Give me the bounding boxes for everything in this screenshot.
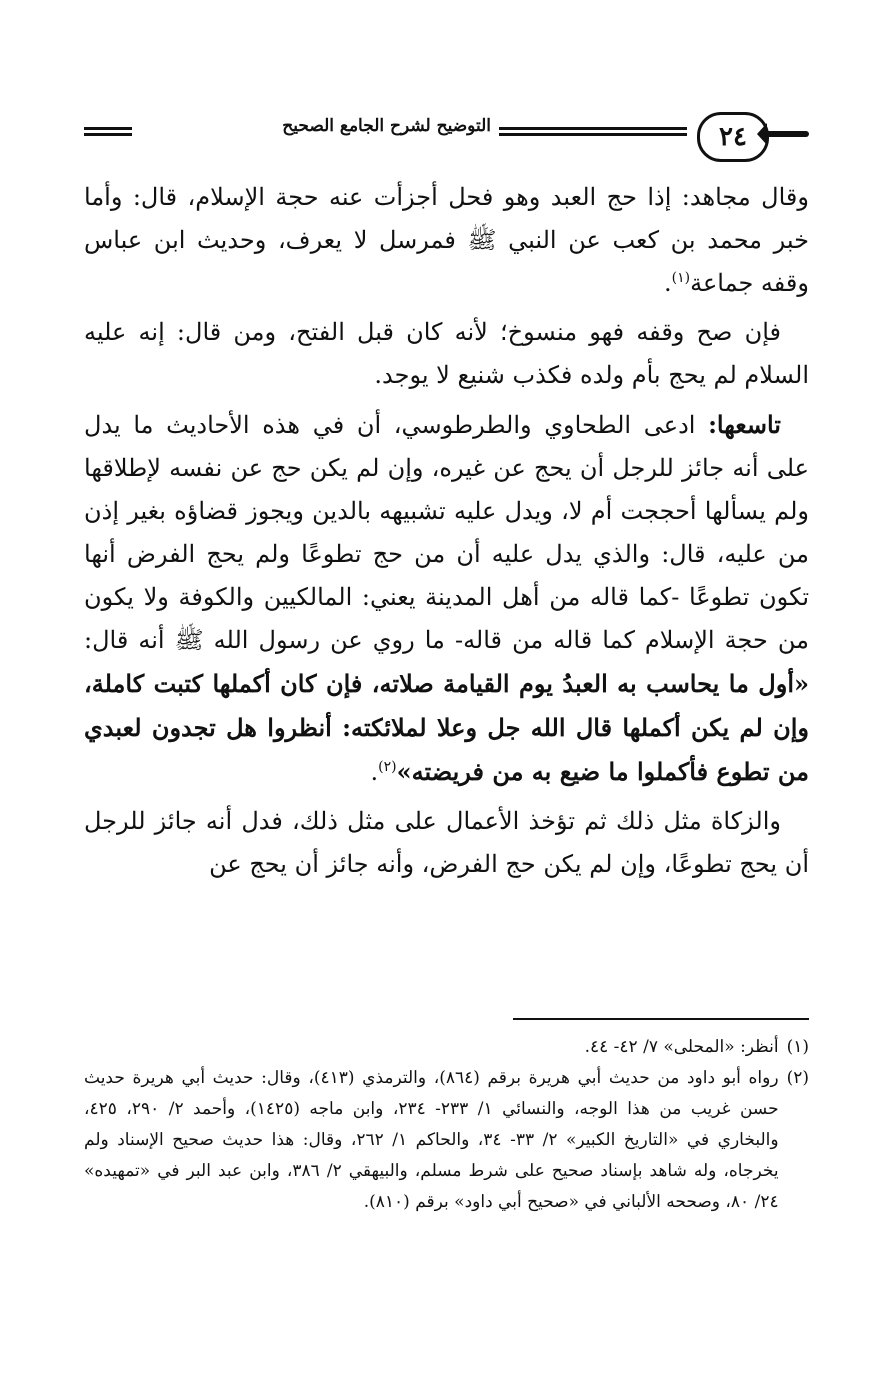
header-rule-left: [84, 127, 132, 136]
footnote-ref-1: (١): [671, 270, 691, 286]
paragraph-1-end: .: [663, 269, 672, 297]
footnote-ref-2: (٢): [378, 759, 397, 775]
main-text: [84, 176, 809, 892]
paragraph-1: [84, 176, 809, 305]
footnote-2-text: رواه أبو داود من حديث أبي هريرة برقم (٨٦٤)، والترمذي (٤١٣)، وقال: حديث أبي هريرة حديث حسن غريب من هذا الوجه، والنسائي ١/ ٢٣٣- ٢٣٤، وابن ماجه (١٤٢٥)، وأحمد ٢/ ٢٩٠، ٤٢٥، والبخاري في «التاريخ الكبير» ٢/ ٣٣- ٣٤، والحاكم ١/ ٢٦٢، وقال: هذا حديث صحيح الإسناد ولم يخرجاه، وله شاهد بإسناد صحيح على شرط مسلم، والبيهقي ٢/ ٣٨٦، وابن عبد البر في «تمهيده» ٢٤/ ٨٠، وصححه الألباني في «صحيح أبي داود» برقم (٨١٠).: [84, 1068, 779, 1212]
running-title: التوضيح لشرح الجامع الصحيح: [282, 116, 491, 136]
paragraph-3-lead: تاسعها:: [708, 410, 781, 439]
paragraph-3-end: .: [370, 758, 379, 786]
footnotes: [84, 1032, 809, 1218]
paragraph-4: والزكاة مثل ذلك ثم تؤخذ الأعمال على مثل ذلك، فدل أنه جائز للرجل أن يحج تطوعًا، وإن لم يكن حج الفرض، وأنه جائز أن يحج عن: [84, 807, 809, 878]
footnote-1-text: أنظر: «المحلى» ٧/ ٤٢- ٤٤.: [584, 1037, 779, 1057]
footnote-2-number: (٢): [786, 1068, 809, 1088]
header-arrow-ornament: [765, 131, 809, 137]
footnote-1-number: (١): [786, 1037, 809, 1057]
paragraph-3: [84, 403, 809, 794]
hadith-quote: «أول ما يحاسب به العبدُ يوم القيامة صلاته، فإن كان أكملها كتبت كاملة، وإن لم يكن أكملها قال الله جل وعلا لملائكته: أنظروا هل تجدون لعبدي من تطوع فأكملوا ما ضيع به من فريضته»: [84, 669, 809, 786]
footnote-2: [84, 1063, 809, 1218]
paragraph-2: فإن صح وقفه فهو منسوخ؛ لأنه كان قبل الفتح، ومن قال: إنه عليه السلام لم يحج بأم ولده فكذب شنيع لا يوجد.: [84, 318, 809, 389]
page-number: ٢٤: [697, 112, 769, 162]
footnote-1: [84, 1032, 809, 1063]
paragraph-1-text: وقال مجاهد: إذا حج العبد وهو فحل أجزأت عنه حجة الإسلام، قال: وأما خبر محمد بن كعب عن النبي ﷺ فمرسل لا يعرف، وحديث ابن عباس وقفه جماعة: [84, 183, 809, 297]
header-rule-right: [499, 127, 687, 136]
page-header: [84, 112, 809, 162]
paragraph-3-text: ادعى الطحاوي والطرطوسي، أن في هذه الأحاديث ما يدل على أنه جائز للرجل أن يحج عن غيره، وإن لم يكن حج عن نفسه لإطلاقها ولم يسألها أحججت أم لا، ويدل عليه تشبيهه بالدين ويجوز قضاؤه بغير إذن من عليه، قال: والذي يدل عليه أن من حج تطوعًا ولم يحج الفرض أنها تكون تطوعًا -كما قاله من أهل المدينة يعني: المالكيين والكوفة ولا يكون من حجة الإسلام كما قاله من قاله- ما روي عن رسول الله ﷺ أنه قال:: [84, 411, 809, 654]
footnote-separator: [513, 1018, 809, 1020]
